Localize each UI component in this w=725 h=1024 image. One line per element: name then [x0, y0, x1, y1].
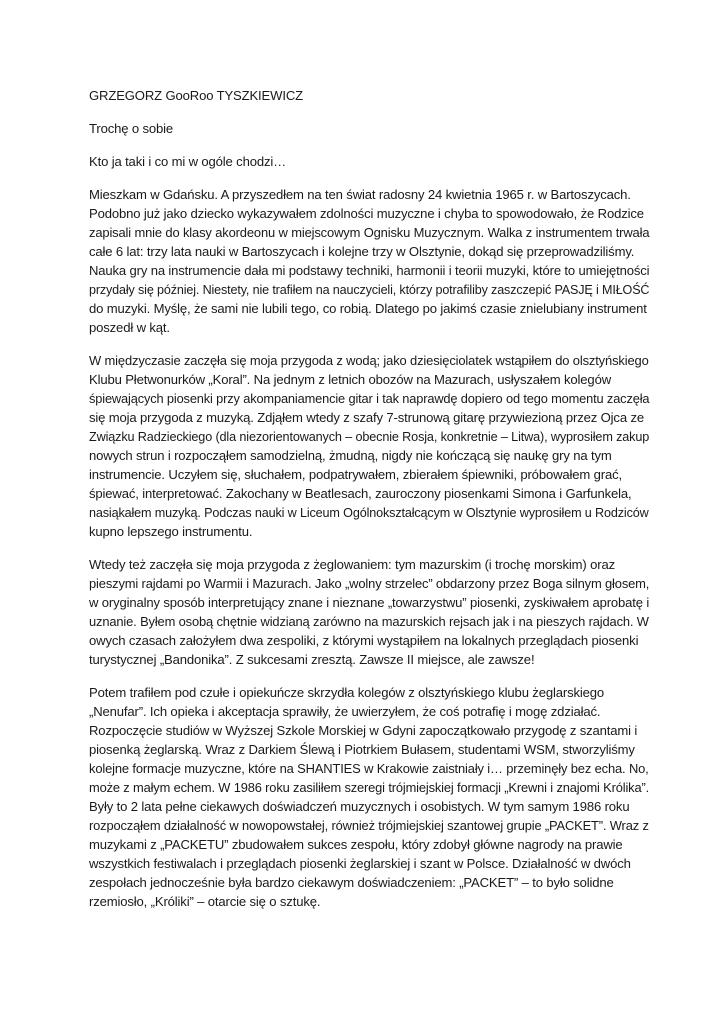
paragraph-line: poszedł w kąt. [89, 320, 170, 335]
paragraph-line: Potem trafiłem pod czułe i opiekuńcze skrzydła kolegów z olsztyńskiego klubu żeglarskiego [89, 685, 605, 700]
paragraph-line: kolejne formacje muzyczne, które na SHANTIES w Krakowie zaistniały i… przeminęły bez echa. No, [89, 761, 649, 776]
paragraph-line: owych czasach założyłem dwa zespoliki, z którymi wystąpiłem na lokalnych przeglądach piosenki [89, 633, 639, 648]
document-subtitle: Trochę o sobie [89, 121, 174, 136]
paragraph-line: Nauka gry na instrumencie dała mi podstawy techniki, harmonii i teorii muzyki, które to umiejętności [89, 263, 650, 278]
paragraph-line: się moja przygoda z muzyką. Zdjąłem wtedy z szafy 7-strunową gitarę przywiezioną przez Ojca ze [89, 410, 644, 425]
paragraph-line: piosenką żeglarską. Wraz z Darkiem Ślewą i Piotrkiem Bułasem, studentami WSM, stworzyliśmy [89, 742, 635, 757]
paragraph-line: W międzyczasie zaczęła się moja przygoda z wodą; jako dziesięciolatek wstąpiłem do olsztyńskiego [89, 353, 649, 368]
paragraph-line: zespołach jednocześnie była bardzo ciekawym doświadczeniem: „PACKET” – to było solidne [89, 875, 614, 890]
paragraph-line: pieszymi rajdami po Warmii i Mazurach. Jako „wolny strzelec” obdarzony przez Boga silnym głosem, [89, 576, 650, 591]
paragraph [89, 683, 649, 911]
paragraph-line: całe 6 lat: trzy lata nauki w Bartoszycach i kolejne trzy w Olsztynie, dokąd się przeprowadziliśmy. [89, 244, 635, 259]
paragraph-line: Klubu Płetwonurków „Koral”. Na jednym z letnich obozów na Mazurach, usłyszałem kolegów [89, 372, 612, 387]
paragraph-line: turystycznej „Bandonika”. Z sukcesami zresztą. Zawsze II miejsce, ale zawsze! [89, 652, 535, 667]
paragraph-line: rozpocząłem działalność w nowopowstałej, również trójmiejskiej szantowej grupie „PACKET”. Wraz z [89, 818, 649, 833]
paragraph-line: zapisali mnie do klasy akordeonu w miejscowym Ognisku Muzycznym. Walka z instrumentem trwała [89, 225, 650, 240]
body-text [89, 185, 649, 911]
paragraph-line: muzykami z „PACKETU” zbudowałem sukces zespołu, który zdobył główne nagrody na prawie [89, 837, 623, 852]
paragraph-line: śpiewających piosenki przy akompaniamencie gitar i tak naprawdę dopiero od tego momentu zaczęła [89, 391, 650, 406]
paragraph-line: Podobno już jako dziecko wykazywałem zdolności muzyczne i chyba to spowodowało, że Rodzice [89, 206, 644, 221]
paragraph-line: Były to 2 lata pełne ciekawych doświadczeń muzycznych i osobistych. W tym samym 1986 roku [89, 799, 630, 814]
paragraph-line: Związku Radzieckiego (dla niezorientowanych – obecnie Rosja, konkretnie – Litwa), wyprosiłem zakup [89, 429, 650, 444]
paragraph-line: instrumencie. Uczyłem się, słuchałem, podpatrywałem, zbierałem śpiewniki, próbowałem grać, [89, 467, 623, 482]
paragraph-line: rzemiosło, „Króliki” – otarcie się o sztukę. [89, 894, 321, 909]
paragraph-line: „Nenufar”. Ich opieka i akceptacja sprawiły, że uwierzyłem, że coś potrafię i mogę zdziałać. [89, 704, 601, 719]
author-heading: GRZEGORZ GooRoo TYSZKIEWICZ [89, 88, 303, 103]
paragraph-line: w oryginalny sposób interpretujący znane i nieznane „towarzystwu” piosenki, zyskiwałem aprobatę i [89, 595, 650, 610]
paragraph-line: uznanie. Byłem osobą chętnie widzianą zarówno na mazurskich rejsach jak i na pieszych rajdach. W [89, 614, 649, 629]
paragraph-line: do muzyki. Myślę, że sami nie lubili tego, co robią. Dlatego po jakimś czasie znielubiany instrument [89, 301, 647, 316]
paragraph-line: Mieszkam w Gdańsku. A przyszedłem na ten świat radosny 24 kwietnia 1965 r. w Bartoszycach. [89, 187, 631, 202]
paragraph [89, 351, 649, 541]
paragraph [89, 185, 649, 337]
paragraph-line: przydały się później. Niestety, nie trafiłem na nauczycieli, którzy potrafiliby zaszczepić PASJĘ i MIŁOŚĆ [89, 282, 650, 297]
document-page [89, 86, 649, 925]
paragraph-line: nowych strun i rozpocząłem samodzielną, żmudną, nigdy nie kończącą się naukę gry na tym [89, 448, 612, 463]
paragraph-line: kupno lepszego instrumentu. [89, 524, 253, 539]
paragraph-line: Rozpoczęcie studiów w Wyższej Szkole Morskiej w Gdyni zapoczątkowało przygodę z szantami i [89, 723, 638, 738]
lead-line: Kto ja taki i co mi w ogóle chodzi… [89, 154, 287, 169]
paragraph-line: Wtedy też zaczęła się moja przygoda z żeglowaniem: tym mazurskim (i trochę morskim) oraz [89, 557, 615, 572]
paragraph-line: śpiewać, interpretować. Zakochany w Beatlesach, zauroczony piosenkami Simona i Garfunkela, [89, 486, 632, 501]
paragraph-line: może z małym echem. W 1986 roku zasiliłem szeregi trójmiejskiej formacji „Krewni i znajomi Królika”. [89, 780, 650, 795]
paragraph-line: wszystkich festiwalach i przeglądach piosenki żeglarskiej i szant w Polsce. Działalność w dwóch [89, 856, 631, 871]
paragraph [89, 555, 649, 669]
paragraph-line: nasiąkałem muzyką. Podczas nauki w Liceum Ogólnokształcącym w Olsztynie wyprosiłem u Rodziców [89, 505, 649, 520]
